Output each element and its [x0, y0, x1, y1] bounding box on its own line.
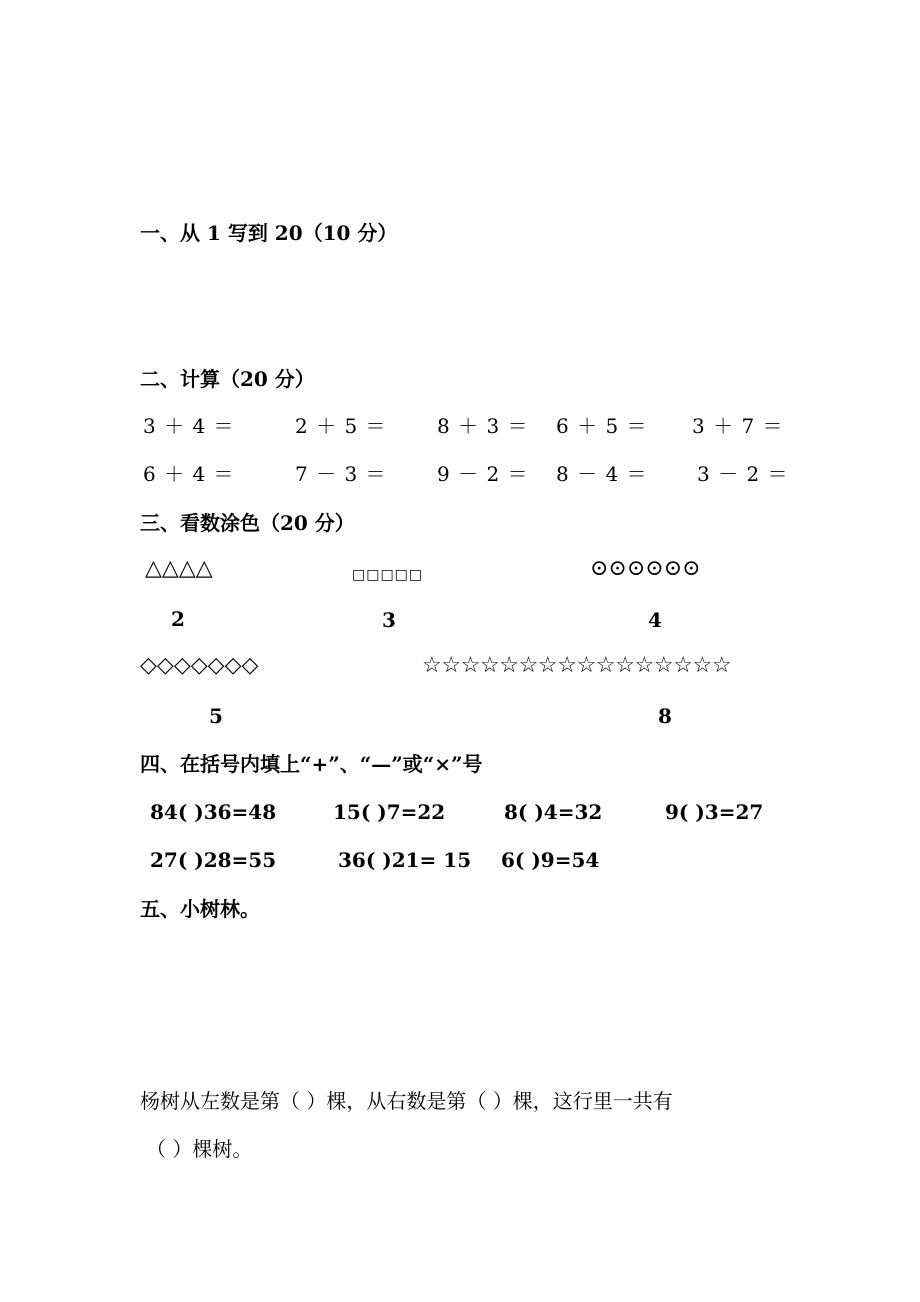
section5-title: 五、小树林。: [140, 897, 260, 921]
fill-operator-item[interactable]: 27( )28=55: [150, 848, 277, 872]
fill-operator-item[interactable]: 9( )3=27: [665, 800, 764, 824]
fill-operator-item[interactable]: 6( )9=54: [501, 848, 600, 872]
calc-item: 9 － 2 ＝: [437, 462, 529, 486]
triangle-shapes[interactable]: △△△△: [145, 556, 213, 581]
calc-item: 6 ＋ 5 ＝: [556, 414, 648, 438]
tree-question-line1[interactable]: 杨树从左数是第（ ）棵，从右数是第（ ）棵，这行里一共有: [140, 1089, 673, 1113]
section2-title: 二、计算（20 分）: [140, 367, 315, 391]
square-shapes[interactable]: □□□□□: [352, 567, 424, 583]
color-count: 4: [648, 608, 662, 632]
calc-item: 3 ＋ 4 ＝: [143, 414, 235, 438]
calc-item: 7 － 3 ＝: [295, 462, 387, 486]
fill-operator-item[interactable]: 84( )36=48: [150, 800, 277, 824]
tree-question-line2[interactable]: （ ）棵树。: [146, 1137, 253, 1161]
color-count: 3: [382, 608, 396, 632]
section3-title: 三、看数涂色（20 分）: [140, 511, 355, 535]
color-count: 8: [658, 704, 672, 728]
calc-item: 8 ＋ 3 ＝: [437, 414, 529, 438]
section4-title: 四、在括号内填上“+”、“—”或“×”号: [140, 752, 483, 776]
calc-item: 8 － 4 ＝: [556, 462, 648, 486]
star-shapes[interactable]: ☆☆☆☆☆☆☆☆☆☆☆☆☆☆☆☆: [422, 653, 732, 678]
calc-item: 3 ＋ 7 ＝: [692, 414, 784, 438]
calc-item: 3 － 2 ＝: [697, 462, 789, 486]
color-count: 2: [171, 607, 185, 631]
calc-item: 6 ＋ 4 ＝: [143, 462, 235, 486]
fill-operator-item[interactable]: 8( )4=32: [504, 800, 603, 824]
color-count: 5: [209, 704, 223, 728]
fill-operator-item[interactable]: 36( )21= 15: [338, 848, 472, 872]
calc-item: 2 ＋ 5 ＝: [295, 414, 387, 438]
circle-dot-shapes[interactable]: ⊙⊙⊙⊙⊙⊙: [590, 556, 701, 581]
fill-operator-item[interactable]: 15( )7=22: [333, 800, 446, 824]
diamond-shapes[interactable]: ◇◇◇◇◇◇◇: [140, 653, 259, 678]
section1-title: 一、从 1 写到 20（10 分）: [140, 221, 398, 245]
